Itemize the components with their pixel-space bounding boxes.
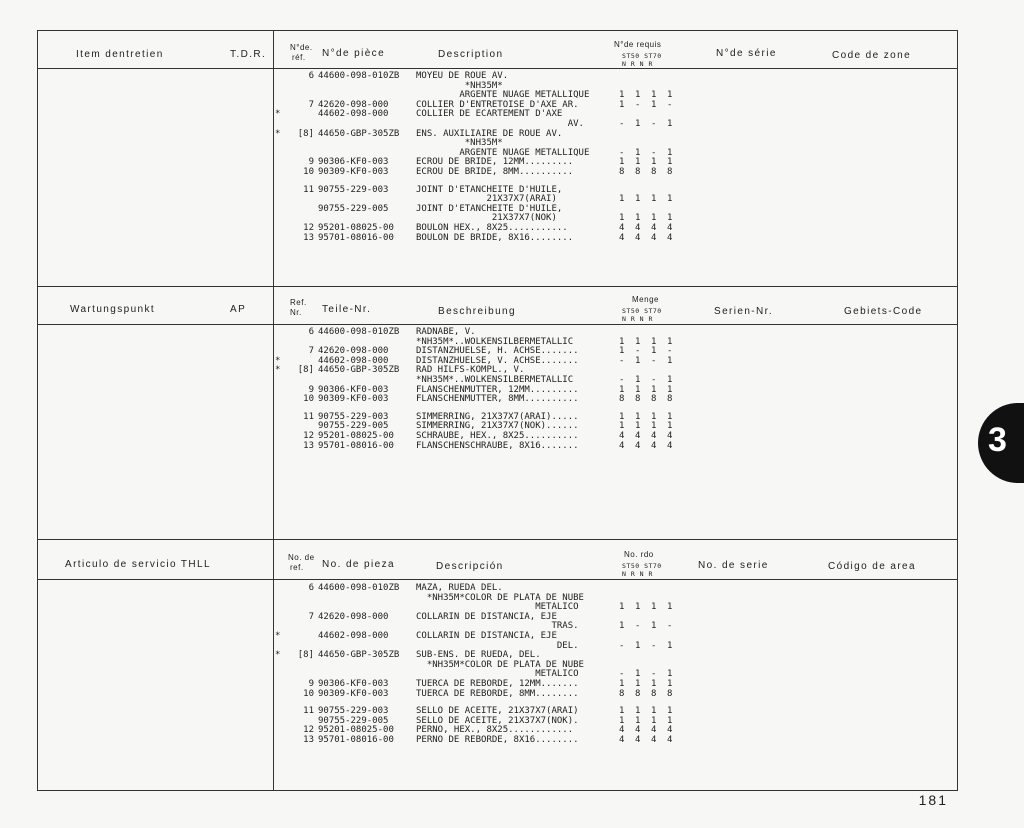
qty-st50-n: 1 [619, 621, 625, 632]
qty-st70-r: 1 [667, 384, 673, 395]
parts-table-frame [37, 30, 958, 791]
qty-st50-n: - [619, 147, 625, 158]
qty-st70-n: 1 [651, 157, 657, 168]
ref-number: 11 [303, 411, 314, 422]
ref-number: 12 [303, 222, 314, 233]
qty-st50-r: 4 [635, 440, 641, 451]
qty-st50-n: 1 [619, 421, 625, 432]
ref-header: N°de. [290, 43, 313, 52]
part-number: 90755-229-005 [318, 715, 389, 726]
part-description: ARGENTE NUAGE METALLIQUE [416, 90, 590, 101]
chapter-tab [978, 403, 1024, 483]
part-description: FLANSCHENMUTTER, 12MM......... [416, 384, 579, 395]
section-spanish [38, 539, 957, 792]
qty-st50-n: 1 [619, 157, 625, 168]
ref-number: 7 [308, 611, 314, 622]
part-description: *NH35M*COLOR DE PLATA DE NUBE [416, 659, 584, 670]
qty-st50-r: 1 [635, 411, 641, 422]
ref-number: 11 [303, 184, 314, 195]
qty-st70-n: 1 [651, 411, 657, 422]
qty-st50-n: 4 [619, 430, 625, 441]
ref-header-2: Nr. [290, 308, 302, 317]
qty-subheader: ST50 ST70 [622, 562, 662, 570]
header-rule [38, 324, 957, 325]
qty-st70-n: 1 [651, 621, 657, 632]
part-number: 95201-08025-00 [318, 725, 394, 736]
part-description: 21X37X7(NOK) [416, 213, 557, 224]
qty-st70-n: 4 [651, 734, 657, 745]
qty-st70-n: 1 [651, 421, 657, 432]
qty-st70-r: 1 [667, 678, 673, 689]
qty-st50-r: 1 [635, 118, 641, 129]
part-description: BOULON HEX., 8X25........... [416, 222, 568, 233]
qty-st50-r: 1 [635, 384, 641, 395]
part-description: SELLO DE ACEITE, 21X37X7(ARAI) [416, 706, 579, 717]
section-french [38, 31, 957, 286]
part-number: 42620-098-000 [318, 346, 389, 357]
part-number: 44602-098-000 [318, 630, 389, 641]
qty-st50-r: - [635, 621, 641, 632]
desc-header: Descripción [436, 561, 504, 572]
qty-st50-n: 8 [619, 166, 625, 177]
qty-st70-n: 4 [651, 232, 657, 243]
new-part-marker: * [275, 365, 281, 376]
qty-st70-n: 4 [651, 222, 657, 233]
qty-st70-n: 1 [651, 706, 657, 717]
qty-st70-r: 1 [667, 355, 673, 366]
part-description: PERNO DE REBORDE, 8X16........ [416, 734, 579, 745]
ref-number: 10 [303, 688, 314, 699]
qty-st70-r: 4 [667, 725, 673, 736]
ref-number: 13 [303, 734, 314, 745]
qty-st70-r: 1 [667, 157, 673, 168]
qty-st70-r: 8 [667, 166, 673, 177]
qty-st70-r: 1 [667, 411, 673, 422]
part-description: ECROU DE BRIDE, 12MM......... [416, 157, 574, 168]
page-number: 181 [918, 792, 948, 808]
qty-st50-r: 1 [635, 640, 641, 651]
qty-st50-n: - [619, 118, 625, 129]
qty-st70-n: 1 [651, 678, 657, 689]
zone-header: Código de area [828, 561, 916, 572]
part-description: *NH35M*..WOLKENSILBERMETALLIC [416, 374, 574, 385]
part-number: 90309-KF0-003 [318, 394, 389, 405]
qty-st70-n: - [651, 147, 657, 158]
part-description: ECROU DE BRIDE, 8MM.......... [416, 166, 574, 177]
qty-st70-r: 1 [667, 421, 673, 432]
tdr-header: T.D.R. [230, 49, 267, 60]
item-header: Wartungspunkt [70, 304, 156, 315]
part-number: 95701-08016-00 [318, 232, 394, 243]
zone-header: Code de zone [832, 50, 912, 61]
ref-header-2: ref. [290, 563, 304, 572]
qty-st50-r: - [635, 346, 641, 357]
part-description: JOINT D'ETANCHEITE D'HUILE, [416, 184, 563, 195]
part-description: DISTANZHUELSE, V. ACHSE....... [416, 355, 579, 366]
qty-st50-n: 1 [619, 213, 625, 224]
qty-st50-r: 1 [635, 678, 641, 689]
qty-st50-n: 1 [619, 715, 625, 726]
new-part-marker: * [275, 630, 281, 641]
qty-st50-r: 1 [635, 602, 641, 613]
section-german [38, 286, 957, 539]
part-number: 90755-229-005 [318, 203, 389, 214]
qty-st70-r: 1 [667, 118, 673, 129]
qty-st70-n: - [651, 355, 657, 366]
qty-st50-r: 1 [635, 669, 641, 680]
qty-st50-r: 1 [635, 213, 641, 224]
qty-st70-n: 8 [651, 688, 657, 699]
ref-number: [8] [297, 365, 314, 376]
part-number: 44600-098-010ZB [318, 583, 400, 593]
qty-st50-r: 1 [635, 706, 641, 717]
part-description: TRAS. [416, 621, 579, 632]
qty-st70-r: 4 [667, 430, 673, 441]
qty-st70-r: 4 [667, 232, 673, 243]
header-rule [38, 68, 957, 69]
qty-st50-r: 4 [635, 725, 641, 736]
zone-header: Gebiets-Code [844, 306, 923, 317]
qty-st50-n: 4 [619, 440, 625, 451]
part-description: *NH35M*..WOLKENSILBERMETALLIC [416, 336, 574, 347]
qty-st70-r: 1 [667, 194, 673, 205]
ref-number: 6 [308, 583, 314, 593]
part-number: 95701-08016-00 [318, 734, 394, 745]
part-number: 90755-229-003 [318, 184, 389, 195]
ref-number: 12 [303, 725, 314, 736]
qty-st50-n: 1 [619, 602, 625, 613]
item-header: Articulo de servicio THLL [65, 559, 211, 570]
part-description: SUB-ENS. DE RUEDA, DEL. [416, 650, 541, 661]
qty-st50-n: 1 [619, 678, 625, 689]
qty-st50-r: 1 [635, 374, 641, 385]
desc-header: Description [438, 49, 504, 60]
qty-st70-r: 8 [667, 688, 673, 699]
part-description: 21X37X7(ARAI) [416, 194, 557, 205]
qty-st70-n: 1 [651, 336, 657, 347]
qty-st70-r: 1 [667, 602, 673, 613]
part-description: *NH35M* [416, 80, 503, 91]
ref-number: 11 [303, 706, 314, 717]
qty-st70-r: 1 [667, 640, 673, 651]
new-part-marker: * [275, 109, 281, 120]
qty-st70-n: 1 [651, 99, 657, 110]
qty-st50-n: 1 [619, 99, 625, 110]
qty-st50-r: 1 [635, 147, 641, 158]
qty-st50-n: 1 [619, 384, 625, 395]
qty-st50-r: 1 [635, 194, 641, 205]
ref-number: 10 [303, 166, 314, 177]
item-header: Item dentretien [76, 49, 164, 60]
qty-st50-n: 1 [619, 346, 625, 357]
qty-st70-r: 4 [667, 440, 673, 451]
qty-st70-r: 1 [667, 669, 673, 680]
qty-st70-n: 8 [651, 394, 657, 405]
qty-st70-r: - [667, 346, 673, 357]
part-description: SIMMERRING, 21X37X7(NOK)...... [416, 421, 579, 432]
ref-number: 9 [308, 384, 314, 395]
qty-st50-r: 1 [635, 355, 641, 366]
qty-subheader-2: N R N R [622, 60, 653, 68]
part-number: 44602-098-000 [318, 109, 389, 120]
qty-st50-n: 1 [619, 336, 625, 347]
part-number: 44650-GBP-305ZB [318, 128, 400, 139]
new-part-marker: * [275, 650, 281, 661]
qty-st70-r: - [667, 621, 673, 632]
ref-header: No. de [288, 553, 315, 562]
qty-st70-n: 1 [651, 384, 657, 395]
qty-st50-n: - [619, 355, 625, 366]
qty-st70-r: 1 [667, 336, 673, 347]
ref-number: 9 [308, 678, 314, 689]
desc-header: Beschreibung [438, 306, 516, 317]
qty-st70-r: 4 [667, 734, 673, 745]
part-description: BOULON DE BRIDE, 8X16........ [416, 232, 574, 243]
qty-st70-r: 1 [667, 90, 673, 101]
qty-st70-r: 1 [667, 706, 673, 717]
part-number: 42620-098-000 [318, 611, 389, 622]
qty-st70-n: - [651, 118, 657, 129]
part-number: 90306-KF0-003 [318, 157, 389, 168]
part-header: No. de pieza [322, 559, 395, 570]
part-description: METALICO [416, 669, 579, 680]
part-description: COLLIER D'ENTRETOISE D'AXE AR. [416, 99, 579, 110]
qty-st50-r: 1 [635, 157, 641, 168]
serial-header: N°de série [716, 48, 777, 59]
qty-st50-r: 1 [635, 421, 641, 432]
qty-st70-r: 1 [667, 213, 673, 224]
qty-st50-r: 1 [635, 715, 641, 726]
qty-st70-r: 1 [667, 147, 673, 158]
qty-st50-r: 8 [635, 688, 641, 699]
qty-st50-r: 8 [635, 394, 641, 405]
qty-header: Menge [632, 295, 659, 304]
qty-st70-n: 4 [651, 430, 657, 441]
ref-number: 9 [308, 157, 314, 168]
qty-st70-r: - [667, 99, 673, 110]
qty-st70-n: 4 [651, 440, 657, 451]
new-part-marker: * [275, 355, 281, 366]
part-number: 44650-GBP-305ZB [318, 650, 400, 661]
part-header: N°de pièce [322, 48, 386, 59]
part-description: *NH35M* [416, 138, 503, 149]
qty-st50-n: 1 [619, 411, 625, 422]
part-description: PERNO, HEX., 8X25............ [416, 725, 574, 736]
part-description: FLANSCHENSCHRAUBE, 8X16....... [416, 440, 579, 451]
part-number: 90306-KF0-003 [318, 384, 389, 395]
serial-header: Serien-Nr. [714, 306, 774, 317]
qty-st70-n: 1 [651, 213, 657, 224]
qty-st70-n: 1 [651, 194, 657, 205]
qty-st70-n: 1 [651, 346, 657, 357]
part-number: 90309-KF0-003 [318, 166, 389, 177]
part-description: COLLARIN DE DISTANCIA, EJE [416, 611, 557, 622]
qty-st70-n: 4 [651, 725, 657, 736]
qty-st70-r: 1 [667, 715, 673, 726]
part-number: 95701-08016-00 [318, 440, 394, 451]
qty-st50-r: 1 [635, 336, 641, 347]
part-description: COLLIER DE ECARTEMENT D'AXE [416, 109, 563, 120]
part-number: 44600-098-010ZB [318, 327, 400, 337]
part-number: 44602-098-000 [318, 355, 389, 366]
ref-number: 13 [303, 440, 314, 451]
qty-st70-r: 4 [667, 222, 673, 233]
ref-number: 12 [303, 430, 314, 441]
part-description: RAD HILFS-KOMPL., V. [416, 365, 525, 376]
qty-st50-r: - [635, 99, 641, 110]
qty-st50-r: 4 [635, 222, 641, 233]
part-description: RADNABE, V. [416, 327, 476, 337]
part-description: JOINT D'ETANCHEITE D'HUILE, [416, 203, 563, 214]
part-number: 90755-229-005 [318, 421, 389, 432]
qty-subheader-2: N R N R [622, 315, 653, 323]
qty-st70-r: 8 [667, 394, 673, 405]
ref-number: [8] [297, 650, 314, 661]
part-number: 90309-KF0-003 [318, 688, 389, 699]
part-number: 90755-229-003 [318, 706, 389, 717]
qty-st50-n: 1 [619, 90, 625, 101]
part-description: COLLARIN DE DISTANCIA, EJE [416, 630, 557, 641]
qty-st50-r: 4 [635, 232, 641, 243]
part-description: SELLO DE ACEITE, 21X37X7(NOK). [416, 715, 579, 726]
qty-st70-n: 1 [651, 602, 657, 613]
part-number: 95201-08025-00 [318, 222, 394, 233]
qty-st70-n: 1 [651, 90, 657, 101]
qty-st50-r: 1 [635, 90, 641, 101]
part-description: *NH35M*COLOR DE PLATA DE NUBE [416, 592, 584, 603]
qty-header: N°de requis [614, 40, 662, 49]
part-description: TUERCA DE REBORDE, 8MM........ [416, 688, 579, 699]
part-number: 42620-098-000 [318, 99, 389, 110]
qty-st50-n: 4 [619, 232, 625, 243]
ref-number: 10 [303, 394, 314, 405]
part-number: 90755-229-003 [318, 411, 389, 422]
chapter-tab-label: 3 [988, 421, 1007, 459]
part-description: SIMMERRING, 21X37X7(ARAI)..... [416, 411, 579, 422]
part-description: DISTANZHUELSE, H. ACHSE....... [416, 346, 579, 357]
serial-header: No. de serie [698, 560, 769, 571]
qty-st70-n: - [651, 640, 657, 651]
qty-st50-n: 1 [619, 706, 625, 717]
tdr-header: AP [230, 304, 247, 315]
qty-st70-n: - [651, 374, 657, 385]
part-description: TUERCA DE REBORDE, 12MM....... [416, 678, 579, 689]
qty-st50-n: - [619, 374, 625, 385]
qty-st50-n: - [619, 640, 625, 651]
part-description: MAZA, RUEDA DEL. [416, 583, 503, 593]
qty-header: No. rdo [624, 550, 654, 559]
part-header: Teile-Nr. [322, 304, 372, 315]
part-description: ENS. AUXILIAIRE DE ROUE AV. [416, 128, 563, 139]
ref-number: 7 [308, 99, 314, 110]
ref-header-2: réf. [292, 53, 306, 62]
part-number: 90306-KF0-003 [318, 678, 389, 689]
ref-header: Ref. [290, 298, 307, 307]
new-part-marker: * [275, 128, 281, 139]
qty-st50-n: 1 [619, 194, 625, 205]
part-number: 44650-GBP-305ZB [318, 365, 400, 376]
part-number: 44600-098-010ZB [318, 71, 400, 81]
qty-st70-n: 8 [651, 166, 657, 177]
qty-st70-r: 1 [667, 374, 673, 385]
qty-subheader-2: N R N R [622, 570, 653, 578]
qty-st50-n: 4 [619, 222, 625, 233]
part-description: DEL. [416, 640, 579, 651]
part-number: 95201-08025-00 [318, 430, 394, 441]
qty-st70-n: 1 [651, 715, 657, 726]
ref-number: 6 [308, 327, 314, 337]
ref-number: 13 [303, 232, 314, 243]
qty-st50-n: 8 [619, 688, 625, 699]
part-description: SCHRAUBE, HEX., 8X25.......... [416, 430, 579, 441]
qty-subheader: ST50 ST70 [622, 52, 662, 60]
qty-st50-r: 4 [635, 734, 641, 745]
ref-number: [8] [297, 128, 314, 139]
header-rule [38, 579, 957, 580]
qty-st50-n: - [619, 669, 625, 680]
qty-st50-n: 8 [619, 394, 625, 405]
part-description: ARGENTE NUAGE METALLIQUE [416, 147, 590, 158]
part-description: METALICO [416, 602, 579, 613]
ref-number: 6 [308, 71, 314, 81]
qty-subheader: ST50 ST70 [622, 307, 662, 315]
qty-st50-r: 4 [635, 430, 641, 441]
part-description: AV. [416, 118, 584, 129]
qty-st50-n: 4 [619, 734, 625, 745]
qty-st50-r: 8 [635, 166, 641, 177]
qty-st50-n: 4 [619, 725, 625, 736]
part-description: FLANSCHENMUTTER, 8MM.......... [416, 394, 579, 405]
qty-st70-n: - [651, 669, 657, 680]
part-description: MOYEU DE ROUE AV. [416, 71, 509, 81]
ref-number: 7 [308, 346, 314, 357]
